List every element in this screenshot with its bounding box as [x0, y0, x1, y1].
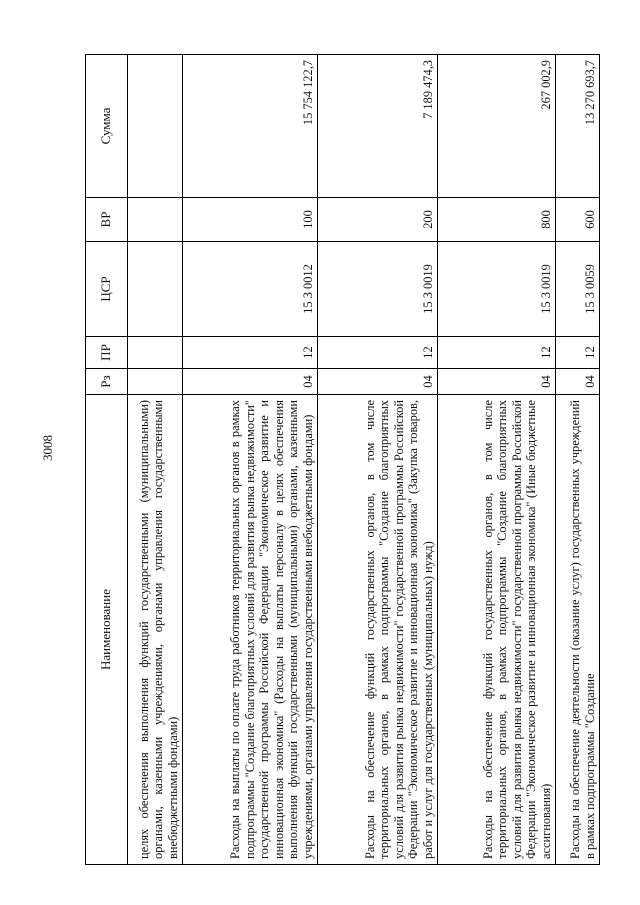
row-rz: 04 [318, 369, 438, 395]
row-csr: 15 3 0012 [183, 242, 318, 337]
row-csr [128, 242, 183, 337]
budget-table [85, 54, 600, 865]
row-sum: 7 189 474,3 [318, 55, 438, 198]
row-name: Расходы на обеспечение деятельности (оказание услуг) государственных учреждений в рамках подпрограммы "Создание [556, 395, 600, 865]
row-pr [128, 337, 183, 369]
header-csr: ЦСР [86, 242, 128, 337]
row-rz [128, 369, 183, 395]
row-csr: 15 3 0019 [438, 242, 556, 337]
row-vr: 200 [318, 198, 438, 242]
table-row [438, 55, 556, 865]
row-vr [128, 198, 183, 242]
table-header-row [86, 55, 128, 865]
table-row [183, 55, 318, 865]
row-rz: 04 [556, 369, 600, 395]
table-row [128, 55, 183, 865]
header-sum: Сумма [86, 55, 128, 198]
row-pr: 12 [438, 337, 556, 369]
row-sum: 13 270 693,7 [556, 55, 600, 198]
row-sum: 267 002,9 [438, 55, 556, 198]
row-pr: 12 [556, 337, 600, 369]
header-pr: ПР [86, 337, 128, 369]
row-sum [128, 55, 183, 198]
row-name: Расходы на обеспечение функций государственных органов, в том числе территориальных органов, в рамках подпрограммы "Создание благоприятных условий для развития рынка недвижимости" государственной программы Российской Федерации "Экономическое развитие и инновационная экономика" (Иные бюджетные ассигнования) [438, 395, 556, 865]
row-csr: 15 3 0059 [556, 242, 600, 337]
table-row [318, 55, 438, 865]
header-name: Наименование [86, 395, 128, 865]
row-sum: 15 754 122,7 [183, 55, 318, 198]
page-number: 3008 [40, 435, 55, 461]
row-vr: 100 [183, 198, 318, 242]
header-rz: Рз [86, 369, 128, 395]
header-vr: ВР [86, 198, 128, 242]
row-csr: 15 3 0019 [318, 242, 438, 337]
row-name: целях обеспечения выполнения функций государственными (муниципальными) органами, казенными учреждениями, органами управления государственными внебюджетными фондами) [128, 395, 183, 865]
row-vr: 800 [438, 198, 556, 242]
row-pr: 12 [318, 337, 438, 369]
row-name: Расходы на выплаты по оплате труда работников территориальных органов в рамках подпрограммы "Создание благоприятных условий для развития рынка недвижимости" государственной программы Российской Федерации "Экономическое развитие и инновационная экономика" (Расходы на выплаты персоналу в целях обеспечения выполнения функций государственными (муниципальными) органами, казенными учреждениями, органами управления государственными внебюджетными фондами) [183, 395, 318, 865]
table-row [556, 55, 600, 865]
row-rz: 04 [438, 369, 556, 395]
row-vr: 600 [556, 198, 600, 242]
row-pr: 12 [183, 337, 318, 369]
rotated-page-content [85, 55, 595, 865]
row-name: Расходы на обеспечение функций государственных органов, в том числе территориальных органов, в рамках подпрограммы "Создание благоприятных условий для развития рынка недвижимости" государственной программы Российской Федерации "Экономическое развитие и инновационная экономика" (Закупка товаров, работ и услуг для государственных (муниципальных) нужд) [318, 395, 438, 865]
row-rz: 04 [183, 369, 318, 395]
